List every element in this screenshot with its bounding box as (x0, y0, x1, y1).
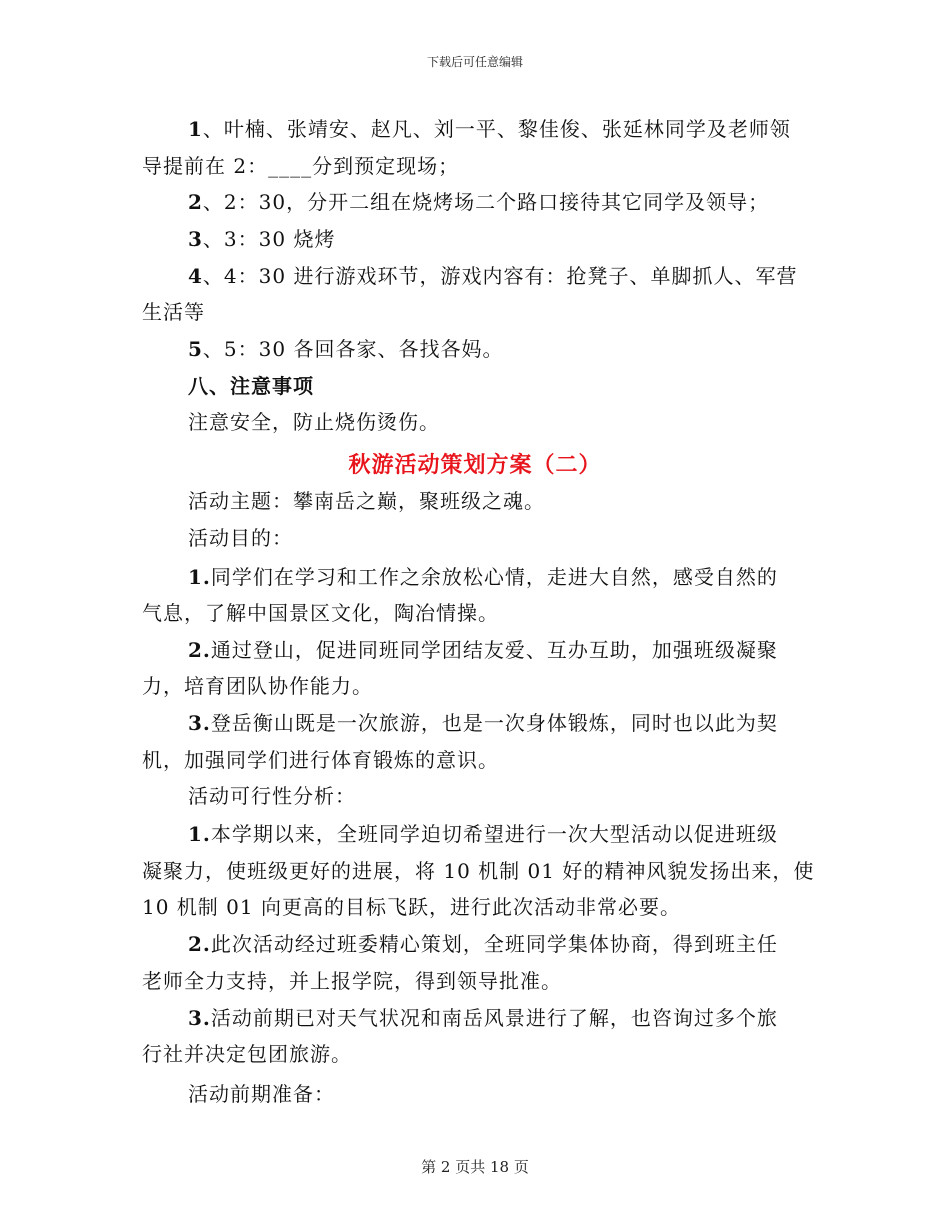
document-title-2: 秋游活动策划方案（二） (348, 452, 602, 478)
feasibility-3-line-1: 3.活动前期已对天气状况和南岳风景进行了解，也咨询过多个旅 (188, 1006, 778, 1030)
section-8-heading: 八、注意事项 (188, 374, 314, 398)
item-5-line-1: 5、5：30 各回各家、各找各妈。 (188, 337, 504, 361)
feasibility-2-line-1: 2.此次活动经过班委精心策划，全班同学集体协商，得到班主任 (188, 932, 778, 956)
purpose-3-line-2: 机，加强同学们进行体育锻炼的意识。 (142, 748, 499, 772)
notice-text: 注意安全，防止烧伤烫伤。 (188, 410, 440, 434)
item-4-line-1: 4、4：30 进行游戏环节，游戏内容有：抢凳子、单脚抓人、军营 (188, 264, 798, 288)
preparation-label: 活动前期准备： (188, 1082, 335, 1106)
feasibility-1-line-3: 10 机制 01 向更高的目标飞跃，进行此次活动非常必要。 (142, 895, 681, 919)
item-2-line-1: 2、2：30，分开二组在烧烤场二个路口接待其它同学及领导； (188, 190, 770, 214)
page-header: 下载后可任意编辑 (426, 55, 523, 69)
purpose-1-line-1: 1.同学们在学习和工作之余放松心情，走进大自然，感受自然的 (188, 565, 778, 589)
activity-theme: 活动主题：攀南岳之巅，聚班级之魂。 (188, 489, 545, 513)
item-3-line-1: 3、3：30 烧烤 (188, 227, 336, 251)
item-1-line-1: 1、叶楠、张靖安、赵凡、刘一平、黎佳俊、张延林同学及老师领 (188, 117, 791, 141)
purpose-2-line-2: 力，培育团队协作能力。 (142, 674, 373, 698)
feasibility-2-line-2: 老师全力支持，并上报学院，得到领导批准。 (142, 969, 562, 993)
feasibility-label: 活动可行性分析： (188, 784, 356, 808)
feasibility-3-line-2: 行社并决定包团旅游。 (142, 1042, 352, 1066)
purpose-label: 活动目的： (188, 526, 293, 550)
page-footer: 第 2 页共 18 页 (421, 1158, 529, 1176)
purpose-2-line-1: 2.通过登山，促进同班同学团结友爱、互办互助，加强班级凝聚 (188, 638, 778, 662)
item-4-line-2: 生活等 (142, 300, 205, 324)
purpose-1-line-2: 气息，了解中国景区文化，陶冶情操。 (142, 601, 499, 625)
purpose-3-line-1: 3.登岳衡山既是一次旅游，也是一次身体锻炼，同时也以此为契 (188, 711, 778, 735)
item-1-line-2: 导提前在 2：____分到预定现场； (142, 154, 460, 178)
feasibility-1-line-1: 1.本学期以来，全班同学迫切希望进行一次大型活动以促进班级 (188, 822, 778, 846)
feasibility-1-line-2: 凝聚力，使班级更好的进展，将 10 机制 01 好的精神风貌发扬出来，使 (142, 859, 815, 883)
